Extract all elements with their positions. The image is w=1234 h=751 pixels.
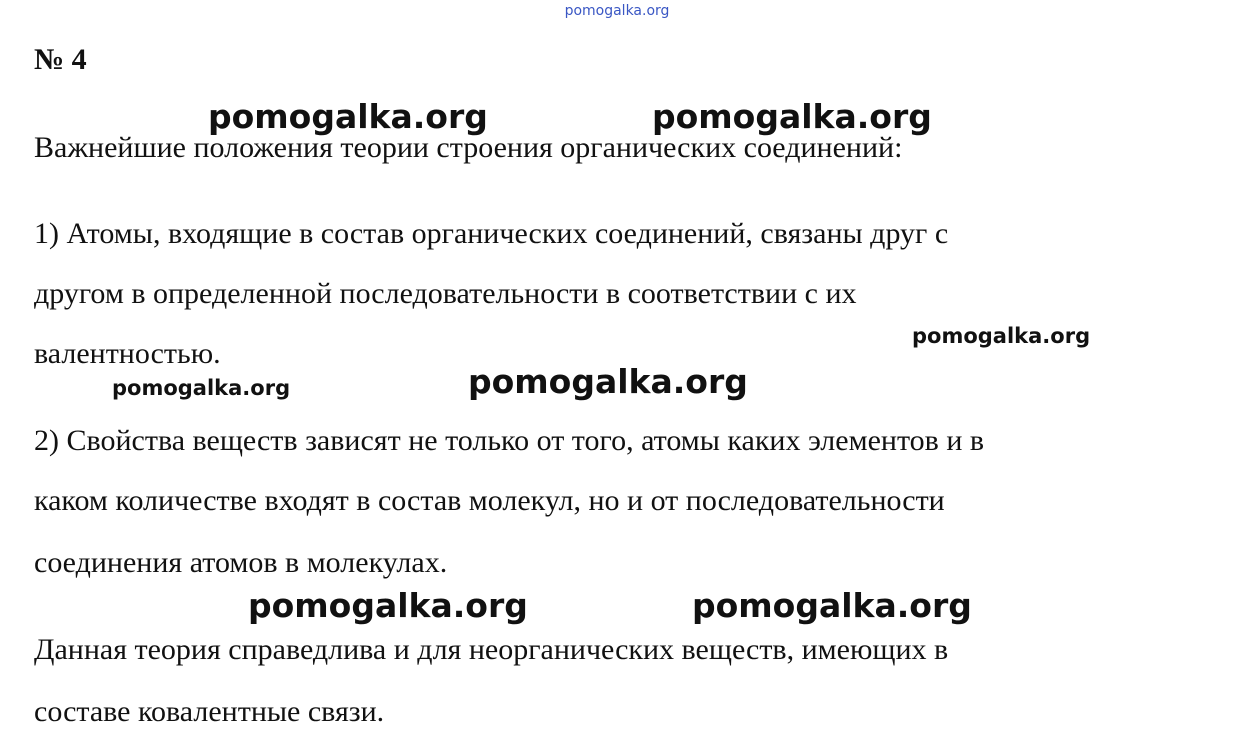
point1-line-2: другом в определенной последовательности в соответствии с их [34, 277, 857, 310]
point2-line-3: соединения атомов в молекулах. [34, 546, 448, 579]
watermark: pomogalka.org [208, 97, 488, 136]
point2-line-2: каком количестве входят в состав молекул, но и от последовательности [34, 484, 945, 517]
watermark: pomogalka.org [692, 586, 972, 625]
watermark: pomogalka.org [912, 324, 1091, 348]
watermark: pomogalka.org [468, 362, 748, 401]
point2-line-1: 2) Свойства веществ зависят не только от того, атомы каких элементов и в [34, 424, 985, 457]
problem-number: № 4 [34, 43, 87, 76]
site-link[interactable]: pomogalka.org [564, 3, 670, 19]
watermark: pomogalka.org [112, 376, 291, 400]
conclusion-line-1: Данная теория справедлива и для неорганических веществ, имеющих в [34, 633, 949, 666]
watermark: pomogalka.org [248, 586, 528, 625]
conclusion-line-2: составе ковалентные связи. [34, 695, 385, 728]
point1-line-1: 1) Атомы, входящие в состав органических соединений, связаны друг с [34, 217, 949, 250]
watermark: pomogalka.org [652, 97, 932, 136]
point1-line-3: валентностью. [34, 337, 221, 370]
intro-text: Важнейшие положения теории строения органических соединений: [34, 131, 903, 164]
